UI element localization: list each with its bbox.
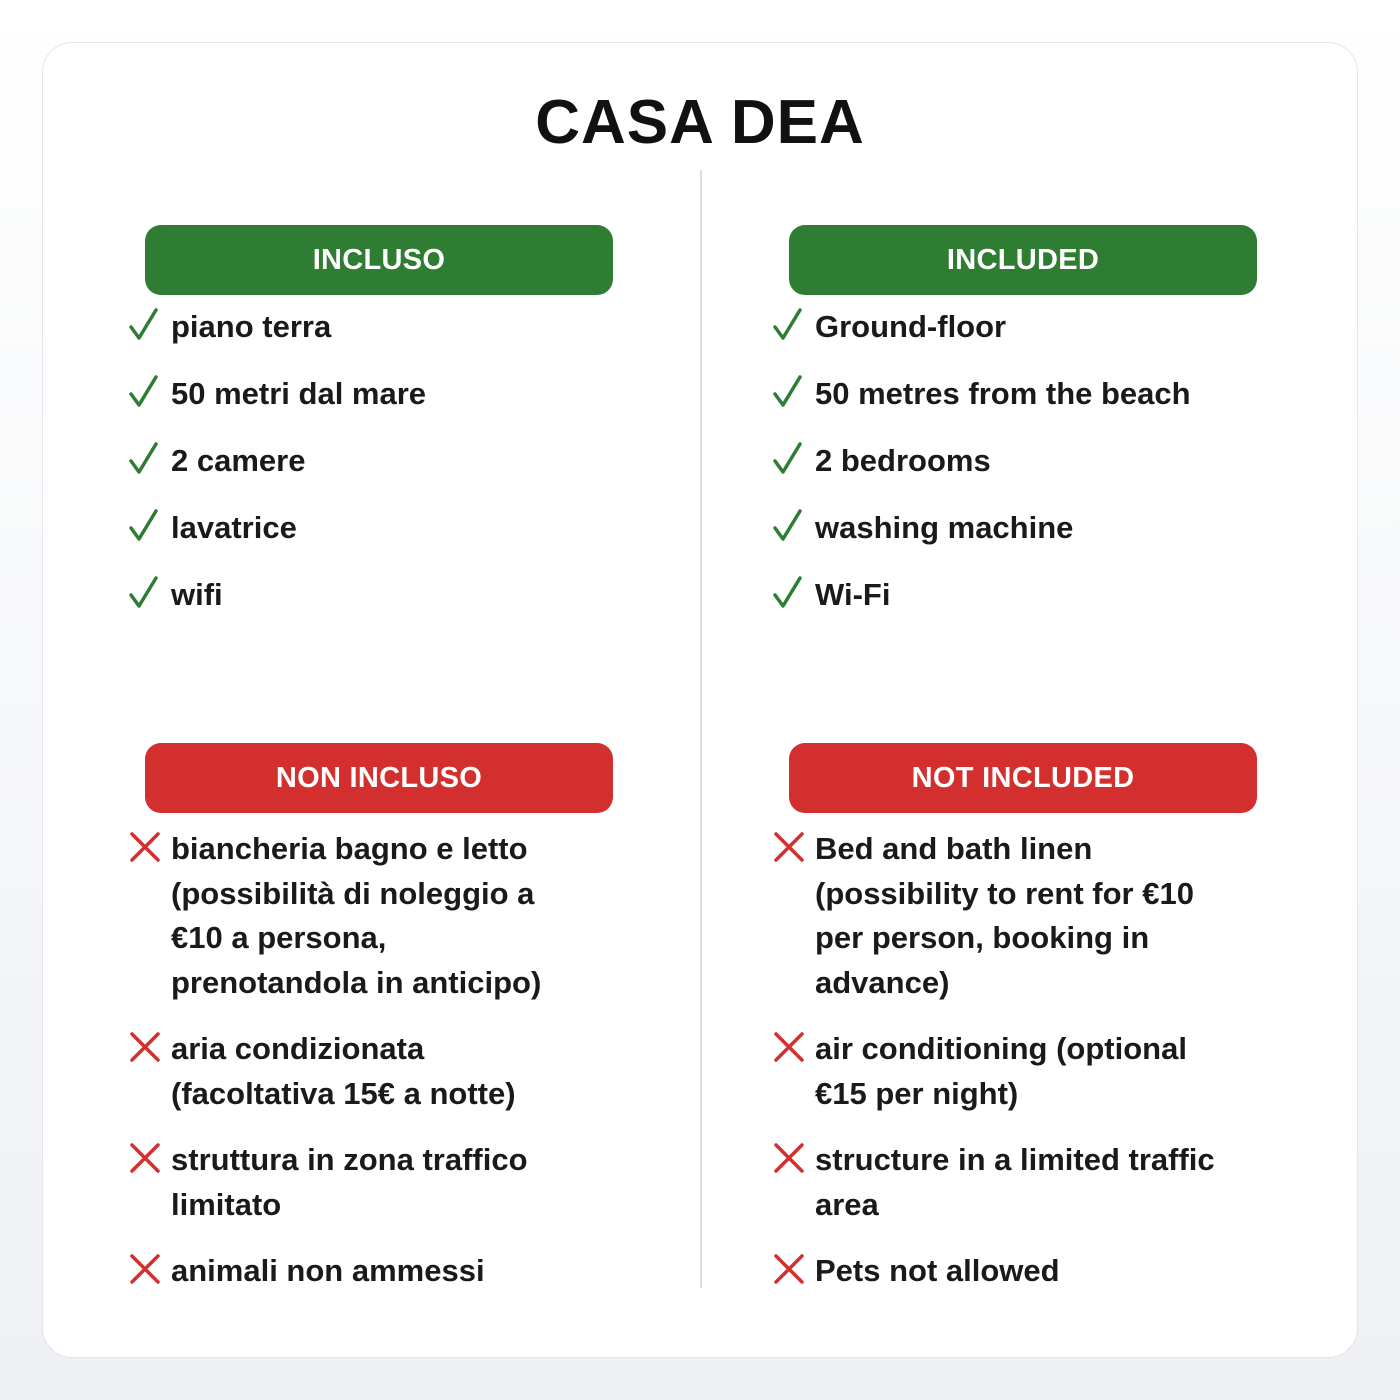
item-text: 2 bedrooms: [815, 443, 991, 478]
item-text: air conditioning (optional €15 per night): [815, 1031, 1187, 1111]
cross-mark-icon: [773, 1027, 815, 1067]
cross-mark-icon: [129, 1249, 171, 1289]
english-not-included-section: [773, 743, 1333, 1316]
check-mark-icon: [773, 372, 815, 412]
list-item: [129, 573, 689, 640]
cross-mark-icon: [129, 827, 171, 867]
cross-mark-icon: [129, 1138, 171, 1178]
list-item: [773, 439, 1333, 506]
list-item: [773, 1138, 1333, 1227]
not-included-header: NOT INCLUDED: [789, 743, 1257, 813]
non-incluso-header: NON INCLUSO: [145, 743, 613, 813]
list-item: [773, 573, 1333, 640]
cross-mark-icon: [773, 1138, 815, 1178]
item-text: Wi-Fi: [815, 577, 891, 612]
list-item: [129, 305, 689, 372]
list-item: [129, 372, 689, 439]
list-item: [129, 1249, 689, 1294]
check-mark-icon: [773, 506, 815, 546]
check-mark-icon: [773, 305, 815, 345]
italian-not-included-section: [129, 743, 689, 1316]
italian-included-list: [129, 305, 689, 640]
list-item: [129, 439, 689, 506]
list-item: [129, 1027, 689, 1116]
check-mark-icon: [129, 305, 171, 345]
item-text: washing machine: [815, 510, 1074, 545]
list-item: [773, 372, 1333, 439]
list-item: [129, 506, 689, 573]
item-text: wifi: [171, 577, 223, 612]
item-text: Bed and bath linen (possibility to rent for €10 per person, booking in advance): [815, 831, 1194, 1000]
page-title: CASA DEA: [535, 88, 865, 157]
cross-mark-icon: [773, 827, 815, 867]
item-text: aria condizionata (facoltativa 15€ a notte): [171, 1031, 516, 1111]
item-text: animali non ammessi: [171, 1253, 485, 1288]
check-mark-icon: [773, 439, 815, 479]
english-included-list: [773, 305, 1333, 640]
cross-mark-icon: [773, 1249, 815, 1289]
check-mark-icon: [129, 439, 171, 479]
list-item: [773, 827, 1333, 1005]
incluso-header: INCLUSO: [145, 225, 613, 295]
item-text: lavatrice: [171, 510, 297, 545]
english-included-section: [773, 225, 1333, 640]
list-item: [773, 506, 1333, 573]
list-item: [773, 305, 1333, 372]
column-divider: [700, 170, 702, 1288]
item-text: struttura in zona traffico limitato: [171, 1142, 528, 1222]
included-header: INCLUDED: [789, 225, 1257, 295]
item-text: Ground-floor: [815, 309, 1007, 344]
list-item: [129, 1138, 689, 1227]
item-text: biancheria bagno e letto (possibilità di noleggio a €10 a persona, prenotandola in anticipo): [171, 831, 542, 1000]
italian-included-section: [129, 225, 689, 640]
english-column: [773, 43, 1333, 1357]
item-text: 50 metri dal mare: [171, 376, 427, 411]
check-mark-icon: [129, 506, 171, 546]
check-mark-icon: [129, 573, 171, 613]
item-text: structure in a limited traffic area: [815, 1142, 1215, 1222]
list-item: [773, 1027, 1333, 1116]
list-item: [773, 1249, 1333, 1294]
check-mark-icon: [129, 372, 171, 412]
english-not-included-list: [773, 827, 1333, 1294]
italian-column: [129, 43, 689, 1357]
italian-not-included-list: [129, 827, 689, 1294]
item-text: piano terra: [171, 309, 332, 344]
check-mark-icon: [773, 573, 815, 613]
item-text: Pets not allowed: [815, 1253, 1060, 1288]
cross-mark-icon: [129, 1027, 171, 1067]
list-item: [129, 827, 689, 1005]
item-text: 2 camere: [171, 443, 306, 478]
info-card: [42, 42, 1358, 1358]
item-text: 50 metres from the beach: [815, 376, 1191, 411]
